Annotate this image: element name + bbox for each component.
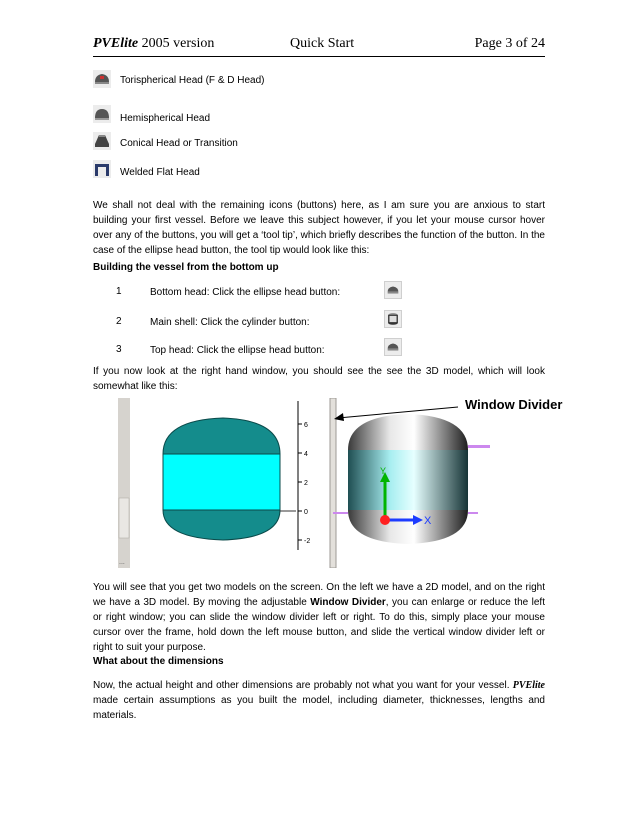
hemispherical-head-label: Hemispherical Head	[120, 113, 211, 124]
step-text: Top head: Click the ellipse head button:	[150, 345, 325, 356]
torispherical-head-icon	[93, 70, 111, 88]
hemispherical-head-icon	[93, 105, 111, 123]
dimensions-heading: What about the dimensions	[93, 656, 224, 667]
intro-paragraph: We shall not deal with the remaining icons (buttons) here, as I am sure you are anxious to start building your first vessel. Before we leave this subject however, if you let your mouse cursor hover over any of the buttons, you will get a ‘tool tip’, which briefly describes the function of the button. In the case of the ellipse head button, the tool tip would look like this:	[93, 200, 545, 256]
step-number: 1	[116, 286, 122, 297]
conical-head-icon	[93, 132, 111, 150]
step-number: 3	[116, 344, 122, 355]
step-text: Bottom head: Click the ellipse head button:	[150, 287, 341, 298]
left-window-frame	[118, 398, 130, 568]
x-axis-label: X	[424, 515, 432, 527]
2d-top-head	[163, 418, 280, 454]
welded-flat-head-label: Welded Flat Head	[120, 167, 200, 178]
step-number: 2	[116, 316, 122, 327]
ellipse-head-icon	[384, 338, 402, 356]
scale-tick: 6	[304, 422, 308, 429]
y-axis-label: Y	[380, 466, 387, 476]
scale-tick: 0	[304, 509, 308, 516]
window-divider	[330, 398, 336, 568]
header-section: Quick Start	[290, 36, 355, 51]
svg-text:...: ...	[119, 559, 125, 566]
3d-bottom-head	[348, 510, 468, 544]
build-section-heading: Building the vessel from the bottom up	[93, 262, 279, 273]
torispherical-head-label: Torispherical Head (F & D Head)	[120, 75, 265, 86]
dimensions-paragraph: Now, the actual height and other dimensions are probably not what you want for your vessel. PVElite made certain assumptions as you built the model, including diameter, thicknesses, lengths and materials.	[93, 680, 545, 721]
scale-tick: -2	[304, 538, 311, 545]
model-figure	[118, 398, 555, 568]
callout-arrow	[330, 403, 460, 423]
welded-flat-head-icon	[93, 160, 111, 178]
header-rule	[93, 56, 545, 57]
3d-main-shell	[348, 450, 468, 510]
cylinder-icon	[384, 310, 402, 328]
conical-head-label: Conical Head or Transition	[120, 138, 238, 149]
2d-main-shell	[163, 454, 280, 510]
header-page-number: Page 3 of 24	[474, 36, 545, 51]
window-divider-callout: Window Divider	[465, 397, 563, 412]
scale-tick: 2	[304, 480, 308, 487]
header-title: PVElite 2005 version	[93, 36, 215, 51]
models-paragraph: You will see that you get two models on the screen. On the left we have a 2D model, and on the right we have a 3D model. By moving the adjustable Window Divider, you can enlarge or reduce the left or right window; you can slide the window divider left or right. To do this, simply place your mouse cursor over the frame, hold down the left mouse button, and slide the vertical window divider left or right to suit your purpose.	[93, 582, 545, 653]
origin-marker	[380, 515, 390, 525]
step-text: Main shell: Click the cylinder button:	[150, 317, 310, 328]
model-intro-paragraph: If you now look at the right hand window, you should see the see the 3D model, which will look somewhat like this:	[93, 366, 545, 392]
scale-tick: 4	[304, 451, 308, 458]
2d-bottom-head	[163, 510, 280, 540]
ellipse-head-icon	[384, 281, 402, 299]
